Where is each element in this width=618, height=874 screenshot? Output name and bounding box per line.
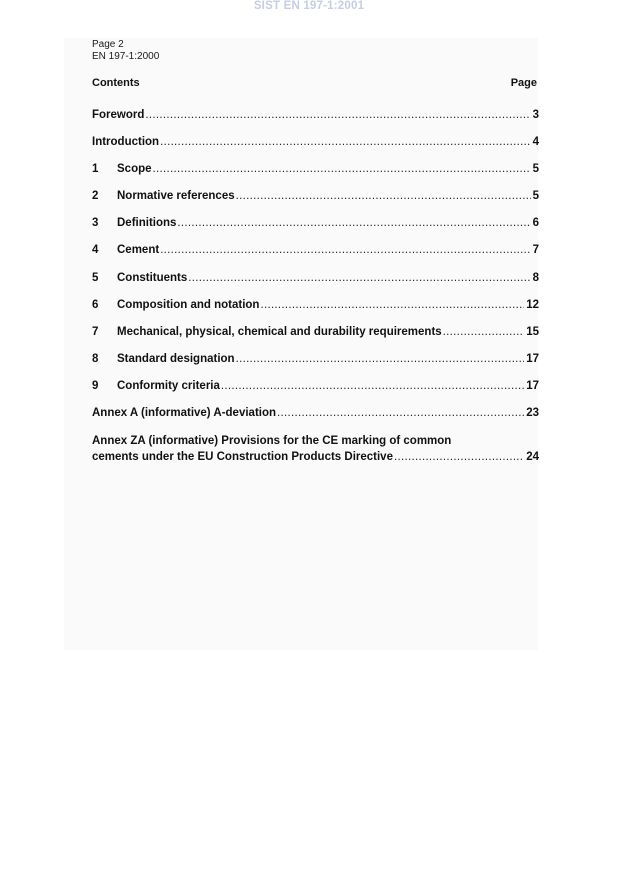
- toc-entry-cement[interactable]: [92, 243, 539, 258]
- toc-entry-scope[interactable]: [92, 162, 539, 177]
- toc-entry-title: Definitions: [117, 217, 177, 229]
- toc-entry-title: Composition and notation: [117, 299, 260, 311]
- toc-entry-foreword[interactable]: [92, 108, 539, 123]
- dot-leader: [153, 162, 531, 177]
- page-header: [92, 39, 159, 63]
- dot-leader: [145, 108, 530, 123]
- toc-entry-title: Introduction: [92, 136, 160, 148]
- toc-entry-normative-references[interactable]: [92, 189, 539, 204]
- toc-entry-page: 3: [532, 109, 539, 121]
- toc-entry-composition-and-notation[interactable]: [92, 298, 539, 313]
- contents-heading: [92, 76, 537, 90]
- toc-entry-title: Scope: [117, 163, 152, 175]
- toc-entry-page: 24: [526, 451, 539, 463]
- dot-leader: [160, 135, 531, 150]
- toc-entry-annex-a[interactable]: [92, 406, 539, 421]
- toc-entry-number: 7: [92, 326, 99, 338]
- page-column-heading: Page: [510, 77, 537, 89]
- toc-entry-title: Annex A (informative) A-deviation: [92, 407, 277, 419]
- dot-leader: [260, 298, 524, 313]
- toc-entry-conformity-criteria[interactable]: [92, 379, 539, 394]
- toc-entry-title: Mechanical, physical, chemical and durability requirements: [117, 326, 442, 338]
- toc-entry-title: Constituents: [117, 272, 188, 284]
- toc-entry-number: 1: [92, 163, 99, 175]
- contents-title: Contents: [92, 77, 140, 89]
- page-number: Page 2: [92, 39, 124, 50]
- toc-entry-number: 2: [92, 190, 99, 202]
- toc-entry-page: 17: [526, 380, 539, 392]
- toc-entry-number: 4: [92, 244, 99, 256]
- dot-leader: [236, 352, 525, 367]
- toc-entry-standard-designation[interactable]: [92, 352, 539, 367]
- toc-entry-page: 12: [526, 299, 539, 311]
- toc-entry-number: 3: [92, 217, 99, 229]
- toc-entry-title-line2: cements under the EU Construction Products Directive: [92, 451, 393, 463]
- dot-leader: [188, 271, 530, 286]
- toc-entry-page: 8: [532, 272, 539, 284]
- toc-entry-constituents[interactable]: [92, 271, 539, 286]
- toc-entry-title: Cement: [117, 244, 160, 256]
- toc-entry-page: 7: [532, 244, 539, 256]
- scanned-page: [64, 38, 538, 650]
- toc-entry-page: 6: [532, 217, 539, 229]
- toc-entry-number: 5: [92, 272, 99, 284]
- toc-entry-page: 17: [526, 353, 539, 365]
- dot-leader: [394, 449, 524, 465]
- toc-entry-page: 23: [526, 407, 539, 419]
- dot-leader: [160, 243, 530, 258]
- toc-entry-annex-za[interactable]: [92, 433, 539, 465]
- toc-entry-title-line1: Annex ZA (informative) Provisions for the CE marking of common: [92, 435, 452, 447]
- toc-entry-number: 6: [92, 299, 99, 311]
- toc-entry-page: 15: [526, 326, 539, 338]
- toc-entry-title: Foreword: [92, 109, 145, 121]
- toc-entry-page: 4: [532, 136, 539, 148]
- toc-entry-title-line2-row: [92, 449, 539, 465]
- watermark: SIST EN 197-1:2001: [253, 0, 365, 12]
- dot-leader: [277, 406, 524, 421]
- toc-entry-introduction[interactable]: [92, 135, 539, 150]
- document-id: EN 197-1:2000: [92, 51, 160, 62]
- toc-entry-title: Standard designation: [117, 353, 235, 365]
- toc-entry-title: Normative references: [117, 190, 235, 202]
- toc-entry-page: 5: [532, 163, 539, 175]
- dot-leader: [221, 379, 524, 394]
- toc-entry-number: 9: [92, 380, 99, 392]
- toc-entry-number: 8: [92, 353, 99, 365]
- dot-leader: [236, 189, 531, 204]
- toc-entry-title: Conformity criteria: [117, 380, 220, 392]
- toc-entry-page: 5: [532, 190, 539, 202]
- dot-leader: [443, 325, 525, 340]
- toc-entry-requirements[interactable]: [92, 325, 539, 340]
- dot-leader: [177, 216, 530, 231]
- toc-entry-definitions[interactable]: [92, 216, 539, 231]
